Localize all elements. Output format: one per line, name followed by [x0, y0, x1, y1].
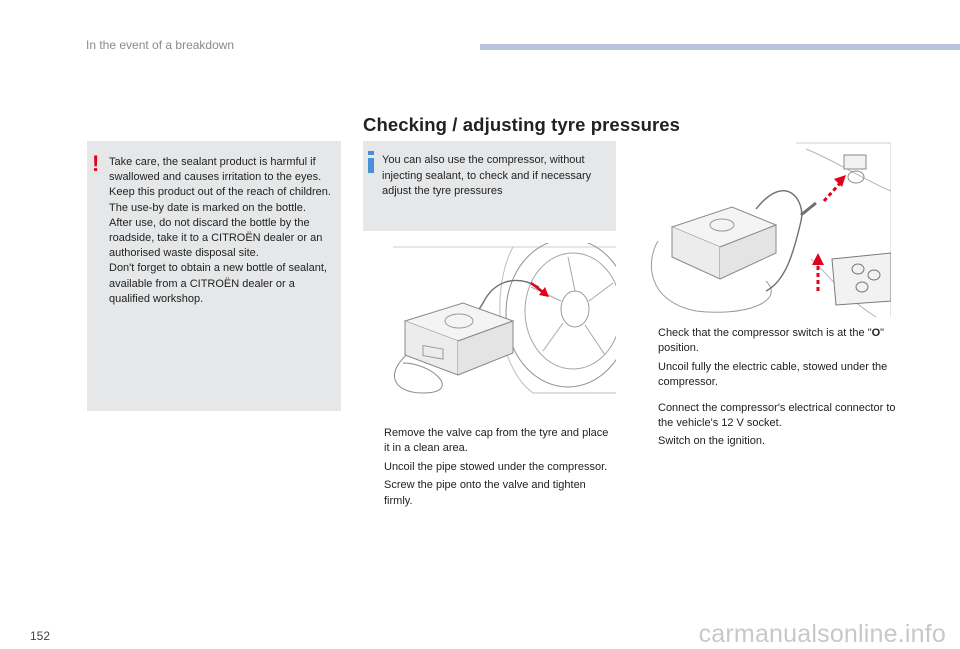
step-text: Uncoil fully the electric cable, stowed under the compressor. [658, 360, 888, 389]
exclamation-icon: ! [92, 151, 100, 176]
warning-line: Don't forget to obtain a new bottle of sealant, available from a CITROËN dealer or a qualified workshop. [109, 262, 327, 305]
warning-text [109, 155, 337, 307]
warning-line: Take care, the sealant product is harmful if swallowed and causes irritation to the eyes. [109, 156, 322, 184]
info-text: You can also use the compressor, without injecting sealant, to check and if necessary adjust the tyre pressures [382, 154, 592, 197]
step-text-prefix: Check that the compressor switch is at the " [658, 327, 872, 339]
list-item [366, 460, 610, 475]
list-item [366, 426, 610, 457]
compressor-socket-illustration [636, 141, 891, 317]
step-text-suffix: " position. [658, 327, 885, 355]
steps-list-right [640, 326, 900, 453]
compressor-wheel-illustration [363, 243, 616, 406]
steps-list-left [366, 426, 610, 512]
warning-line: After use, do not discard the bottle by the roadside, take it to a CITROËN dealer or an authorised waste disposal site. [109, 216, 323, 260]
info-icon [367, 151, 375, 173]
header-bar [480, 44, 960, 50]
step-text: Uncoil the pipe stowed under the compressor. [384, 460, 608, 473]
section-title: In the event of a breakdown [86, 38, 235, 52]
watermark: carmanualsonline.info [698, 620, 946, 648]
page-heading: Checking / adjusting tyre pressures [363, 114, 681, 135]
page-number: 152 [30, 629, 51, 643]
switch-position: O [871, 327, 881, 339]
step-text: Connect the compressor's electrical connector to the vehicle's 12 V socket. [658, 401, 896, 430]
step-text: Remove the valve cap from the tyre and place it in a clean area. [384, 427, 609, 455]
list-item [640, 401, 900, 432]
step-text: Switch on the ignition. [658, 435, 766, 448]
list-item [366, 478, 610, 509]
warning-line: Keep this product out of the reach of children. [109, 186, 331, 199]
list-item [640, 434, 900, 449]
list-item [640, 360, 900, 391]
step-text: Screw the pipe onto the valve and tighten firmly. [384, 479, 586, 507]
warning-line: The use-by date is marked on the bottle. [109, 201, 306, 214]
list-item [640, 326, 900, 357]
